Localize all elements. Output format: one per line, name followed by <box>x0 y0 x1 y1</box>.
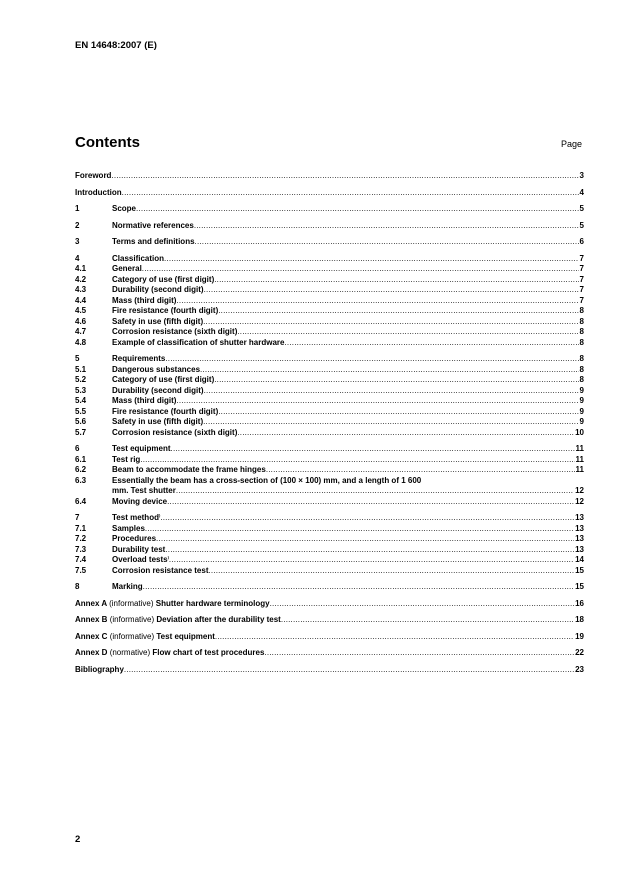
toc-entry-6-1[interactable]: 6.1 Test rig ..... 11 <box>75 455 584 466</box>
page-number: 2 <box>75 834 81 845</box>
toc-entry-6-3[interactable]: 6.3 Essentially the beam has a cross-section of (100 × 100) mm, and a length of 1 600 <box>75 475 422 485</box>
toc-entry-6[interactable]: 6 Test equipment ..... 11 <box>75 444 584 455</box>
toc-entry-annex-c[interactable]: Annex C (informative) Test equipment ..... 19 <box>75 632 584 643</box>
footnote-marker: ) <box>167 554 169 560</box>
toc-entry-4[interactable]: 4 Classification ..... 7 <box>75 254 584 265</box>
toc-entry-4-5[interactable]: 4.5 Fire resistance (fourth digit) ..... 8 <box>75 306 584 317</box>
toc-entry-4-6[interactable]: 4.6 Safety in use (fifth digit) ..... 8 <box>75 317 584 328</box>
toc-entry-7-3[interactable]: 7.3 Durability test ..... 13 <box>75 545 584 556</box>
toc-entry-4-1[interactable]: 4.1 General ..... 7 <box>75 264 584 275</box>
toc-entry-7[interactable]: 7 Test method) ..... 13 <box>75 513 584 524</box>
toc-entry-1[interactable]: 1 Scope ..... 5 <box>75 204 584 215</box>
toc-entry-foreword[interactable]: Foreword ..... 3 <box>75 171 584 182</box>
toc-entry-7-1[interactable]: 7.1 Samples ..... 13 <box>75 524 584 535</box>
toc-entry-5-6[interactable]: 5.6 Safety in use (fifth digit) ..... 9 <box>75 417 584 428</box>
toc-entry-5[interactable]: 5 Requirements ..... 8 <box>75 354 584 365</box>
toc-entry-6-4[interactable]: 6.4 Moving device ..... 12 <box>75 497 584 508</box>
toc-entry-6-2[interactable]: 6.2 Beam to accommodate the frame hinges ..... 11 <box>75 465 584 476</box>
toc-entry-4-3[interactable]: 4.3 Durability (second digit) ..... 7 <box>75 285 584 296</box>
toc-entry-5-5[interactable]: 5.5 Fire resistance (fourth digit) ..... 9 <box>75 407 584 418</box>
table-of-contents <box>75 171 584 675</box>
contents-title: Contents <box>75 134 140 151</box>
page-column-label: Page <box>561 139 583 149</box>
toc-entry-4-2[interactable]: 4.2 Category of use (first digit) ..... 7 <box>75 275 584 286</box>
toc-entry-4-4[interactable]: 4.4 Mass (third digit) ..... 7 <box>75 296 584 307</box>
toc-entry-4-8[interactable]: 4.8 Example of classification of shutter hardware ..... 8 <box>75 338 584 349</box>
toc-entry-5-1[interactable]: 5.1 Dangerous substances ..... 8 <box>75 365 584 376</box>
toc-entry-annex-b[interactable]: Annex B (informative) Deviation after the durability test ..... 18 <box>75 615 584 626</box>
toc-entry-7-5[interactable]: 7.5 Corrosion resistance test ..... 15 <box>75 566 584 577</box>
toc-entry-7-4[interactable]: 7.4 Overload tests) ..... 14 <box>75 555 584 566</box>
toc-entry-introduction[interactable]: Introduction ..... 4 <box>75 188 584 199</box>
footnote-marker: ) <box>158 512 161 518</box>
toc-entry-5-7[interactable]: 5.7 Corrosion resistance (sixth digit) ..... 10 <box>75 428 584 439</box>
toc-entry-5-2[interactable]: 5.2 Category of use (first digit) ..... 8 <box>75 375 584 386</box>
toc-entry-4-7[interactable]: 4.7 Corrosion resistance (sixth digit) ..... 8 <box>75 327 584 338</box>
toc-entry-8[interactable]: 8 Marking ..... 15 <box>75 582 584 593</box>
toc-entry-5-3[interactable]: 5.3 Durability (second digit) ..... 9 <box>75 386 584 397</box>
toc-entry-2[interactable]: 2 Normative references ..... 5 <box>75 221 584 232</box>
toc-entry-6-3-continued[interactable]: mm. Test shutter ..... 12 <box>75 486 584 497</box>
toc-entry-5-4[interactable]: 5.4 Mass (third digit) ..... 9 <box>75 396 584 407</box>
document-id: EN 14648:2007 (E) <box>75 40 157 51</box>
toc-entry-7-2[interactable]: 7.2 Procedures ..... 13 <box>75 534 584 545</box>
toc-entry-annex-d[interactable]: Annex D (normative) Flow chart of test procedures ..... 22 <box>75 648 584 659</box>
toc-entry-annex-a[interactable]: Annex A (informative) Shutter hardware terminology ..... 16 <box>75 599 584 610</box>
toc-entry-bibliography[interactable]: Bibliography ..... 23 <box>75 665 584 676</box>
toc-entry-3[interactable]: 3 Terms and definitions ..... 6 <box>75 237 584 248</box>
